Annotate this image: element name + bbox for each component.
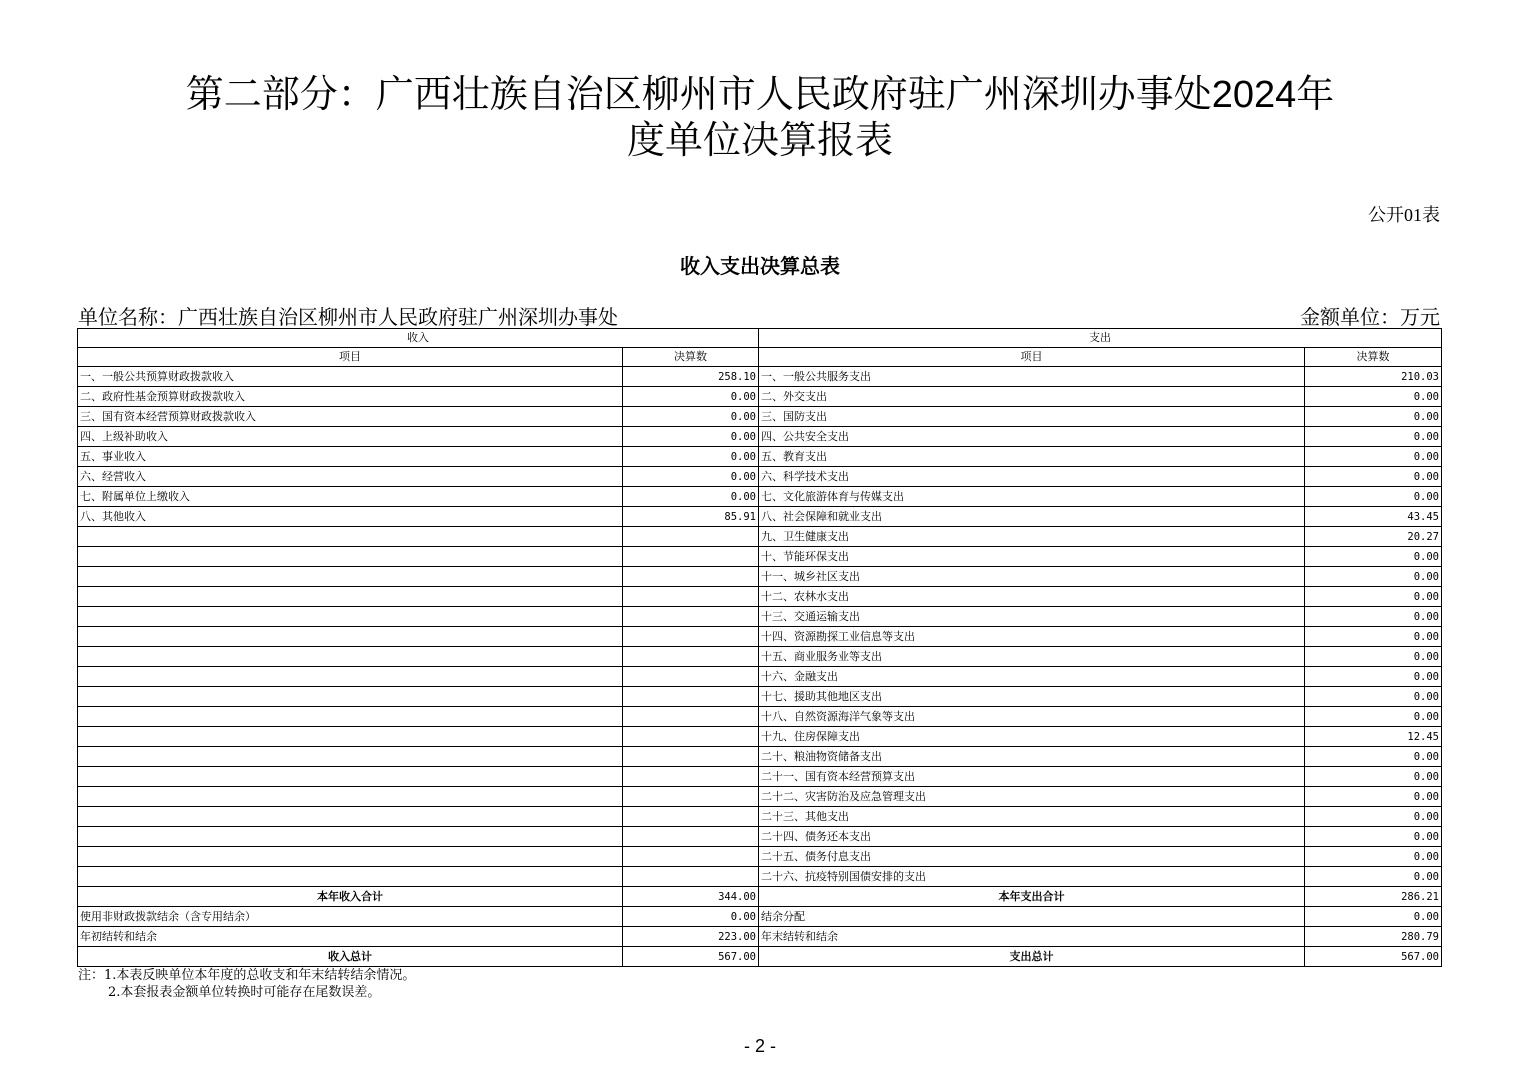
income-amount-cell	[623, 647, 759, 667]
income-amount-cell	[623, 687, 759, 707]
income-item-cell	[78, 627, 623, 647]
income-amount-cell	[623, 587, 759, 607]
income-amount-cell	[623, 547, 759, 567]
table-row	[78, 787, 1442, 807]
expense-amount-cell: 20.27	[1305, 527, 1442, 547]
expense-amount-cell: 0.00	[1305, 607, 1442, 627]
income-amount-cell: 258.10	[623, 367, 759, 387]
expense-item-cell: 五、教育支出	[759, 447, 1305, 467]
expense-amount-cell: 0.00	[1305, 647, 1442, 667]
year-expense-label: 本年支出合计	[759, 887, 1305, 907]
income-amount-cell	[623, 707, 759, 727]
income-item-cell	[78, 807, 623, 827]
income-item-cell: 一、一般公共预算财政拨款收入	[78, 367, 623, 387]
expense-amount-cell: 0.00	[1305, 867, 1442, 887]
table-row	[78, 807, 1442, 827]
income-item-cell: 八、其他收入	[78, 507, 623, 527]
table-row	[78, 667, 1442, 687]
year-income-label: 本年收入合计	[78, 887, 623, 907]
income-amount-cell	[623, 607, 759, 627]
table-row	[78, 647, 1442, 667]
header-row-columns	[78, 348, 1442, 367]
income-item-cell	[78, 787, 623, 807]
expense-item-cell: 二、外交支出	[759, 387, 1305, 407]
income-amount-cell	[623, 867, 759, 887]
non-fiscal-label: 使用非财政拨款结余（含专用结余）	[78, 907, 623, 927]
expense-item-cell: 二十三、其他支出	[759, 807, 1305, 827]
expense-amount-cell: 0.00	[1305, 447, 1442, 467]
expense-item-cell: 二十五、债务付息支出	[759, 847, 1305, 867]
table-row	[78, 387, 1442, 407]
table-row	[78, 847, 1442, 867]
table-row	[78, 547, 1442, 567]
table-row	[78, 507, 1442, 527]
table-row	[78, 627, 1442, 647]
table-row	[78, 767, 1442, 787]
income-amount-cell	[623, 567, 759, 587]
table-body	[78, 367, 1442, 887]
expense-item-cell: 十五、商业服务业等支出	[759, 647, 1305, 667]
expense-item-cell: 八、社会保障和就业支出	[759, 507, 1305, 527]
income-item-cell	[78, 527, 623, 547]
income-item-cell	[78, 747, 623, 767]
note-1: 注：1.本表反映单位本年度的总收支和年末结转结余情况。	[78, 968, 416, 983]
expense-item-cell: 七、文化旅游体育与传媒支出	[759, 487, 1305, 507]
income-expense-table	[77, 328, 1442, 967]
expense-amount-cell: 0.00	[1305, 587, 1442, 607]
table-row	[78, 747, 1442, 767]
table-row	[78, 367, 1442, 387]
year-expense-amount: 286.21	[1305, 887, 1442, 907]
income-item-cell	[78, 647, 623, 667]
notes	[78, 967, 415, 1001]
income-item-cell	[78, 767, 623, 787]
income-amount-cell: 0.00	[623, 467, 759, 487]
income-amount-cell	[623, 847, 759, 867]
year-total-row	[78, 887, 1442, 907]
table-row	[78, 407, 1442, 427]
expense-amount-cell: 0.00	[1305, 687, 1442, 707]
income-item-cell	[78, 587, 623, 607]
expense-item-cell: 二十六、抗疫特别国债安排的支出	[759, 867, 1305, 887]
table-row	[78, 427, 1442, 447]
expense-item-cell: 十七、援助其他地区支出	[759, 687, 1305, 707]
expense-item-cell: 十、节能环保支出	[759, 547, 1305, 567]
expense-item-cell: 三、国防支出	[759, 407, 1305, 427]
income-item-cell	[78, 727, 623, 747]
income-amount-cell: 0.00	[623, 407, 759, 427]
non-fiscal-row	[78, 907, 1442, 927]
expense-amount-cell: 0.00	[1305, 707, 1442, 727]
expense-item-cell: 十六、金融支出	[759, 667, 1305, 687]
income-item-cell: 二、政府性基金预算财政拨款收入	[78, 387, 623, 407]
income-amount-cell	[623, 787, 759, 807]
income-amount-cell	[623, 527, 759, 547]
income-item-cell	[78, 867, 623, 887]
report-title-line2: 度单位决算报表	[626, 120, 893, 162]
expense-amount-cell: 0.00	[1305, 427, 1442, 447]
income-amount-cell: 85.91	[623, 507, 759, 527]
table-row	[78, 607, 1442, 627]
expense-amount-cell: 0.00	[1305, 487, 1442, 507]
expense-item-cell: 四、公共安全支出	[759, 427, 1305, 447]
amount-unit: 金额单位：万元	[1300, 307, 1440, 329]
expense-item-cell: 十二、农林水支出	[759, 587, 1305, 607]
table-row	[78, 447, 1442, 467]
income-amount-cell	[623, 807, 759, 827]
expense-item-cell: 二十一、国有资本经营预算支出	[759, 767, 1305, 787]
expense-amount-header: 决算数	[1305, 348, 1442, 367]
income-item-cell	[78, 667, 623, 687]
income-amount-cell	[623, 827, 759, 847]
table-row	[78, 587, 1442, 607]
table-row	[78, 707, 1442, 727]
expense-amount-cell: 0.00	[1305, 467, 1442, 487]
income-amount-cell	[623, 667, 759, 687]
income-item-cell	[78, 847, 623, 867]
surplus-dist-label: 结余分配	[759, 907, 1305, 927]
header-row-group	[78, 329, 1442, 348]
expense-amount-cell: 0.00	[1305, 407, 1442, 427]
table-row	[78, 867, 1442, 887]
expense-item-cell: 九、卫生健康支出	[759, 527, 1305, 547]
income-amount-cell	[623, 747, 759, 767]
expense-item-cell: 一、一般公共服务支出	[759, 367, 1305, 387]
page-number: - 2 -	[743, 1036, 776, 1056]
expense-amount-cell: 0.00	[1305, 627, 1442, 647]
expense-amount-cell: 0.00	[1305, 387, 1442, 407]
income-item-cell: 四、上级补助收入	[78, 427, 623, 447]
income-item-cell: 六、经营收入	[78, 467, 623, 487]
income-item-cell	[78, 687, 623, 707]
surplus-dist-amount: 0.00	[1305, 907, 1442, 927]
report-title	[0, 72, 1520, 164]
begin-carry-amount: 223.00	[623, 927, 759, 947]
expense-amount-cell: 0.00	[1305, 807, 1442, 827]
year-income-amount: 344.00	[623, 887, 759, 907]
expense-item-cell: 十九、住房保障支出	[759, 727, 1305, 747]
expense-item-cell: 十八、自然资源海洋气象等支出	[759, 707, 1305, 727]
table-row	[78, 527, 1442, 547]
income-item-cell	[78, 547, 623, 567]
expense-amount-cell: 210.03	[1305, 367, 1442, 387]
income-item-cell	[78, 567, 623, 587]
income-amount-cell: 0.00	[623, 447, 759, 467]
income-amount-header: 决算数	[623, 348, 759, 367]
expense-item-cell: 二十二、灾害防治及应急管理支出	[759, 787, 1305, 807]
note-2: 2.本套报表金额单位转换时可能存在尾数误差。	[108, 985, 381, 1000]
expense-amount-cell: 0.00	[1305, 547, 1442, 567]
end-carry-amount: 280.79	[1305, 927, 1442, 947]
expense-item-cell: 十三、交通运输支出	[759, 607, 1305, 627]
carry-row	[78, 927, 1442, 947]
income-amount-cell: 0.00	[623, 387, 759, 407]
income-total-amount: 567.00	[623, 947, 759, 967]
table-row	[78, 567, 1442, 587]
expense-item-cell: 六、科学技术支出	[759, 467, 1305, 487]
income-item-cell	[78, 707, 623, 727]
expense-item-cell: 十一、城乡社区支出	[759, 567, 1305, 587]
income-amount-cell: 0.00	[623, 427, 759, 447]
income-amount-cell	[623, 627, 759, 647]
expense-amount-cell: 0.00	[1305, 827, 1442, 847]
begin-carry-label: 年初结转和结余	[78, 927, 623, 947]
expense-item-header: 项目	[759, 348, 1305, 367]
expense-amount-cell: 0.00	[1305, 767, 1442, 787]
table-row	[78, 487, 1442, 507]
expense-total-amount: 567.00	[1305, 947, 1442, 967]
non-fiscal-amount: 0.00	[623, 907, 759, 927]
expense-amount-cell: 0.00	[1305, 567, 1442, 587]
income-item-cell: 七、附属单位上缴收入	[78, 487, 623, 507]
expense-amount-cell: 12.45	[1305, 727, 1442, 747]
income-item-header: 项目	[78, 348, 623, 367]
table-title: 收入支出决算总表	[680, 254, 840, 278]
end-carry-label: 年末结转和结余	[759, 927, 1305, 947]
expense-amount-cell: 43.45	[1305, 507, 1442, 527]
income-total-label: 收入总计	[78, 947, 623, 967]
table-row	[78, 467, 1442, 487]
expense-item-cell: 十四、资源勘探工业信息等支出	[759, 627, 1305, 647]
income-amount-cell	[623, 767, 759, 787]
report-title-line1: 第二部分：广西壮族自治区柳州市人民政府驻广州深圳办事处2024年	[185, 74, 1335, 116]
table-row	[78, 727, 1442, 747]
expense-amount-cell: 0.00	[1305, 787, 1442, 807]
income-amount-cell: 0.00	[623, 487, 759, 507]
income-item-cell: 五、事业收入	[78, 447, 623, 467]
expense-total-label: 支出总计	[759, 947, 1305, 967]
income-amount-cell	[623, 727, 759, 747]
expense-header: 支出	[759, 329, 1442, 348]
unit-name: 单位名称：广西壮族自治区柳州市人民政府驻广州深圳办事处	[78, 307, 618, 329]
income-item-cell: 三、国有资本经营预算财政拨款收入	[78, 407, 623, 427]
income-item-cell	[78, 827, 623, 847]
expense-amount-cell: 0.00	[1305, 747, 1442, 767]
grand-total-row	[78, 947, 1442, 967]
table-row	[78, 827, 1442, 847]
income-item-cell	[78, 607, 623, 627]
expense-item-cell: 二十、粮油物资储备支出	[759, 747, 1305, 767]
form-code: 公开01表	[1368, 205, 1440, 225]
expense-item-cell: 二十四、债务还本支出	[759, 827, 1305, 847]
expense-amount-cell: 0.00	[1305, 847, 1442, 867]
table-row	[78, 687, 1442, 707]
income-header: 收入	[78, 329, 759, 348]
table-totals	[78, 887, 1442, 967]
expense-amount-cell: 0.00	[1305, 667, 1442, 687]
